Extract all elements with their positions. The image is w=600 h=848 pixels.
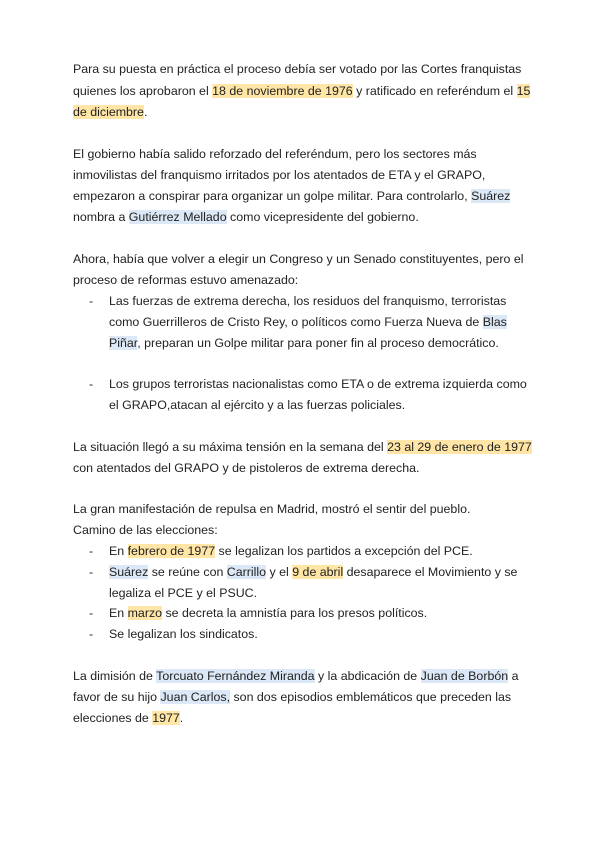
name-highlight: Torcuato Fernández Miranda <box>156 669 315 683</box>
date-highlight: 15 <box>516 84 531 98</box>
date-highlight: 23 al 29 de enero de 1977 <box>387 440 532 454</box>
name-highlight: Suárez <box>471 189 511 203</box>
text-segment: favor de su hijo <box>73 690 161 704</box>
date-highlight: marzo <box>127 606 163 620</box>
text-line <box>109 376 527 392</box>
text-segment: , preparan un Golpe militar para poner fin al proceso democrático. <box>137 336 499 350</box>
name-highlight: Suárez <box>109 565 149 579</box>
text-line <box>73 689 511 705</box>
text-segment: Las fuerzas de extrema derecha, los residuos del franquismo, terroristas <box>109 294 507 308</box>
name-highlight: Blas <box>482 315 507 329</box>
text-segment: son dos episodios emblemáticos que preceden las <box>230 690 512 704</box>
text-line <box>73 83 530 99</box>
text-line <box>109 314 507 330</box>
text-line <box>73 668 518 684</box>
name-highlight: Juan Carlos, <box>160 690 231 704</box>
text-line <box>109 564 517 580</box>
bullet-dash: - <box>89 606 94 620</box>
text-segment: El gobierno había salido reforzado del referéndum, pero los sectores más <box>73 147 477 161</box>
text-segment: La gran manifestación de repulsa en Madrid, mostró el sentir del pueblo. <box>73 502 471 516</box>
bullet-dash: - <box>89 627 94 641</box>
text-segment: se reúne con <box>148 565 227 579</box>
text-line <box>109 626 258 642</box>
date-highlight: febrero de 1977 <box>127 544 216 558</box>
text-segment: Para su puesta en práctica el proceso debía ser votado por las Cortes franquistas <box>73 62 522 76</box>
text-line <box>73 167 485 183</box>
text-line <box>73 188 510 204</box>
text-segment: se legalizan los partidos a excepción del PCE. <box>215 544 473 558</box>
text-line <box>109 335 499 351</box>
text-segment: y ratificado en referéndum el <box>352 84 517 98</box>
text-segment: el GRAPO,atacan al ejército y a las fuerzas policiales. <box>109 398 406 412</box>
text-segment: elecciones de <box>73 711 153 725</box>
text-segment: . <box>143 105 148 119</box>
text-segment: como vicepresidente del gobierno. <box>226 210 419 224</box>
text-segment: Se legalizan los sindicatos. <box>109 627 258 641</box>
date-highlight: de diciembre <box>73 105 144 119</box>
text-line <box>73 460 419 476</box>
text-line <box>73 251 524 267</box>
date-highlight: 1977 <box>152 711 180 725</box>
bullet-dash: - <box>89 544 94 558</box>
text-line <box>109 543 473 559</box>
date-highlight: 18 de noviembre de 1976 <box>212 84 353 98</box>
text-segment: Camino de las elecciones: <box>73 523 218 537</box>
text-segment: como Guerrilleros de Cristo Rey, o políticos como Fuerza Nueva de <box>109 315 483 329</box>
text-segment: proceso de reformas estuvo amenazado: <box>73 273 299 287</box>
date-highlight: 9 de abril <box>292 565 344 579</box>
text-segment: a <box>508 669 519 683</box>
text-segment: Ahora, había que volver a elegir un Congreso y un Senado constituyentes, pero el <box>73 252 524 266</box>
text-line <box>73 439 532 455</box>
text-line <box>73 272 298 288</box>
text-segment: La situación llegó a su máxima tensión en la semana del <box>73 440 388 454</box>
text-segment: desaparece el Movimiento y se <box>343 565 518 579</box>
text-segment: Los grupos terroristas nacionalistas como ETA o de extrema izquierda como <box>109 377 527 391</box>
name-highlight: Gutiérrez Mellado <box>128 210 227 224</box>
name-highlight: Piñar <box>109 336 138 350</box>
text-line <box>73 61 521 77</box>
text-segment: con atentados del GRAPO y de pistoleros de extrema derecha. <box>73 461 420 475</box>
text-segment: nombra a <box>73 210 129 224</box>
text-segment: La dimisión de <box>73 669 157 683</box>
name-highlight: Carrillo <box>226 565 267 579</box>
text-line <box>109 585 257 601</box>
text-segment: quienes los aprobaron el <box>73 84 213 98</box>
bullet-dash: - <box>89 565 94 579</box>
text-segment: y el <box>266 565 293 579</box>
text-segment: legaliza el PCE y el PSUC. <box>109 586 258 600</box>
text-segment: y la abdicación de <box>314 669 421 683</box>
text-segment: En <box>109 606 128 620</box>
text-line <box>73 104 147 120</box>
text-line <box>73 501 470 517</box>
text-line <box>109 293 506 309</box>
bullet-dash: - <box>89 294 94 308</box>
text-line <box>109 397 405 413</box>
text-line <box>73 146 477 162</box>
text-line <box>73 209 419 225</box>
text-line <box>73 710 183 726</box>
text-segment: se decreta la amnistía para los presos políticos. <box>162 606 428 620</box>
text-line <box>109 605 427 621</box>
text-segment: En <box>109 544 128 558</box>
bullet-dash: - <box>89 377 94 391</box>
text-segment: . <box>179 711 184 725</box>
name-highlight: Juan de Borbón <box>420 669 509 683</box>
text-segment: inmovilistas del franquismo irritados por los atentados de ETA y el GRAPO, <box>73 168 486 182</box>
text-segment: empezaron a conspirar para organizar un golpe militar. Para controlarlo, <box>73 189 472 203</box>
text-line <box>73 522 218 538</box>
